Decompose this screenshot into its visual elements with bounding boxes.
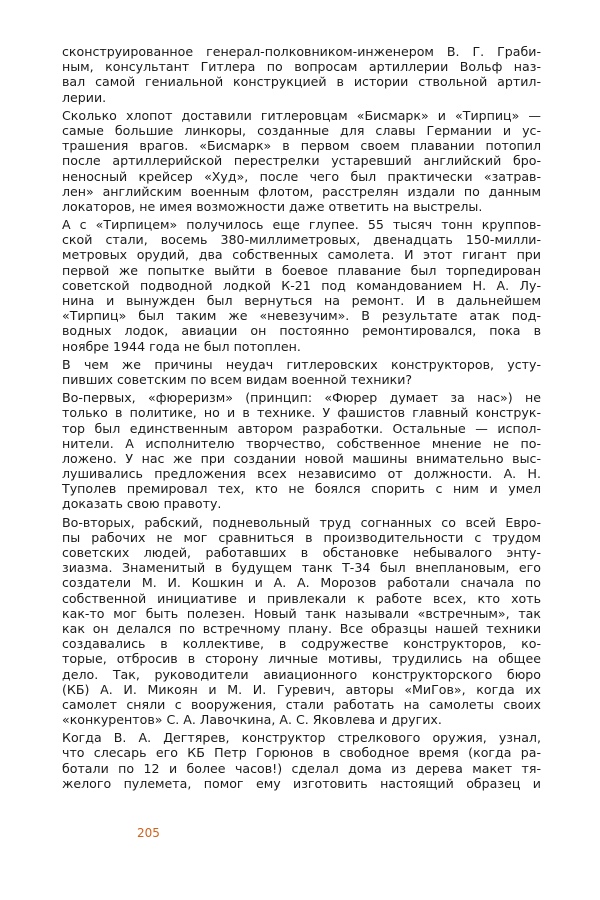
text-line: желого пулемета, помог ему изготовить настоящий образец и [62, 775, 541, 791]
text-line: как он делался по встречному плану. Все образцы нашей техники [62, 620, 541, 636]
page-body [62, 44, 541, 794]
text-line: зиазма. Знаменитый в будущем танк Т-34 был внеплановым, его [62, 560, 541, 576]
text-line: сконструированное генерал-полковником-инженером В. Г. Граби- [62, 44, 541, 59]
text-line: В чем же причины неудач гитлеровских конструкторов, усту- [62, 356, 541, 372]
text-line: нители. А исполнителю творчество, собственное мнение не по- [62, 435, 541, 451]
paragraph [62, 515, 541, 728]
text-line: лушивались предложения всех независимо от должности. А. Н. [62, 466, 541, 482]
text-line: собственной инициативе и привлекали к работе всех, кто хоть [62, 590, 541, 606]
text-line: лерии. [62, 89, 107, 105]
text-line: советских людей, работавших в обстановке небывалого энту- [62, 545, 541, 560]
text-line: лен» английским военным флотом, расстрелян издали по данным [62, 183, 541, 199]
text-line: как-то мог быть полезен. Новый танк называли «встречным», так [62, 605, 541, 621]
text-line: вал самой гениальной конструкцией в истории ствольной артил- [62, 74, 541, 90]
text-line: дело. Так, руководители авиационного конструкторского бюро [62, 666, 541, 682]
text-line: Когда В. А. Дегтярев, конструктор стрелкового оружия, узнал, [62, 730, 541, 746]
text-line: (КБ) А. И. Микоян и М. И. Гуревич, авторы «МиГов», когда их [62, 681, 541, 697]
text-line: А с «Тирпицем» получилось еще глупее. 55 тысяч тонн круппов- [62, 217, 541, 233]
text-line: «Тирпиц» был таким же «невезучим». В результате атак под- [62, 308, 541, 324]
text-line: Туполев премировал тех, кто не боялся спорить с ним и умел [62, 481, 541, 497]
text-line: тор был единственным автором разработки. Остальные — испол- [62, 420, 541, 436]
paragraph [62, 217, 541, 354]
text-line: ным, консультант Гитлера по вопросам артиллерии Вольф наз- [62, 59, 541, 75]
text-line: локаторов, не имея возможности даже ответить на выстрелы. [62, 198, 483, 214]
page-number: 205 [137, 826, 160, 840]
text-line: самолет сняли с вооружения, стали работать на самолеты своих [62, 696, 541, 712]
text-line: водных лодок, авиации он постоянно ремонтировался, пока в [62, 323, 541, 339]
text-line: создатели М. И. Кошкин и А. А. Морозов работали сначала по [62, 575, 541, 591]
paragraph [62, 390, 541, 512]
text-line: ботали по 12 и более часов!) сделал дома из дерева макет тя- [62, 760, 541, 776]
text-line: ской стали, восемь 380-миллиметровых, двенадцать 150-милли- [62, 232, 541, 248]
text-line: советской подводной лодкой К-21 под командованием Н. А. Лу- [62, 277, 541, 293]
text-line: трашения врагов. «Бисмарк» в первом своем плавании потопил [62, 138, 541, 154]
text-line: Во-вторых, рабский, подневольный труд согнанных со всей Евро- [62, 514, 541, 530]
text-line: только в политике, но и в технике. У фашистов главный конструк- [62, 405, 541, 421]
text-line: первой же попытке выйти в боевое плавание был торпедирован [62, 262, 541, 278]
text-line: Во-первых, «фюреризм» (принцип: «Фюрер думает за нас») не [62, 390, 541, 406]
text-line: Сколько хлопот доставили гитлеровцам «Бисмарк» и «Тирпиц» — [62, 107, 541, 123]
text-line: доказать свою правоту. [62, 496, 222, 512]
paragraph [62, 730, 541, 791]
text-line: после артиллерийской перестрелки устаревший английский бро- [62, 153, 541, 169]
text-line: «конкурентов» С. А. Лавочкина, А. С. Яковлева и других. [62, 712, 442, 728]
paragraph [62, 108, 541, 214]
text-line: ложено. У нас же при создании новой машины внимательно выс- [62, 450, 541, 466]
paragraph [62, 357, 541, 387]
text-line: пивших советским по всем видам военной техники? [62, 371, 413, 387]
paragraph [62, 44, 541, 105]
text-line: создавались в коллективе, в содружестве конструкторов, ко- [62, 636, 541, 652]
text-line: нина и вынужден был вернуться на ремонт. И в дальнейшем [62, 293, 541, 308]
text-line: пы рабочих не мог сравниться в производительности с трудом [62, 529, 541, 545]
text-line: самые большие линкоры, созданные для славы Германии и ус- [62, 122, 541, 138]
text-line: ноябре 1944 года не был потоплен. [62, 338, 301, 354]
text-line: торые, отбросив в сторону личные мотивы, трудились на общее [62, 651, 541, 667]
text-line: неносный крейсер «Худ», после чего был практически «затрав- [62, 168, 541, 184]
text-line: метровых орудий, два собственных самолета. И этот гигант при [62, 247, 541, 263]
text-line: что слесарь его КБ Петр Горюнов в свободное время (когда ра- [62, 745, 541, 761]
